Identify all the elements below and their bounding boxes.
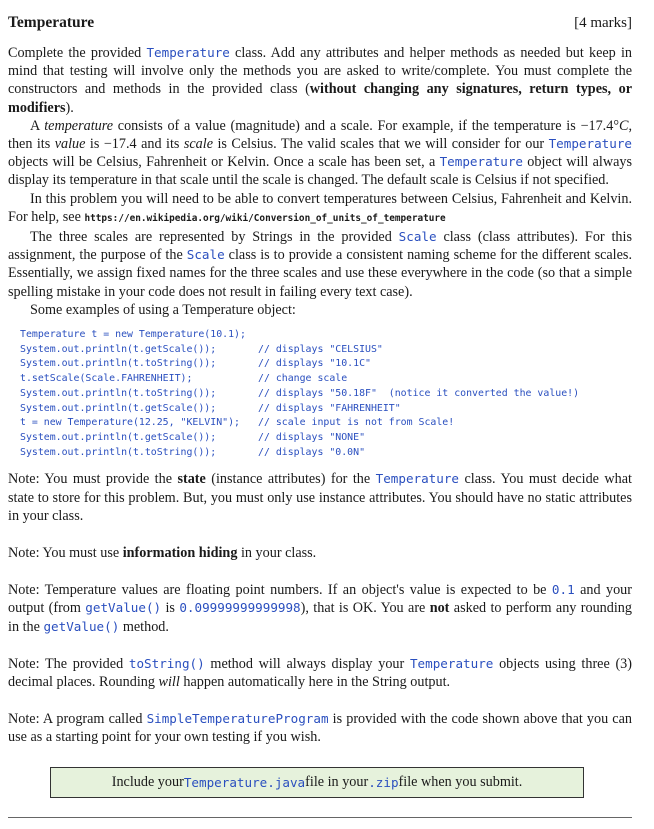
bottom-divider <box>8 817 632 818</box>
note-state: Note: You must provide the state (instance attributes) for the Temperature class. You must decide what state to store for this problem. But, you must only use instance attributes. You should have no static attributes in your class. <box>8 471 632 524</box>
code-line: t = new Temperature(12.25, "KELVIN"); // scale input is not from Scale! <box>20 417 455 429</box>
marks-label: [4 marks] <box>574 15 632 31</box>
code-line: Temperature t = new Temperature(10.1); <box>20 329 246 341</box>
section-title: Temperature <box>8 14 95 31</box>
code-example <box>20 328 632 460</box>
code-line: System.out.println(t.getScale()); // displays "NONE" <box>20 431 366 443</box>
intro-paragraph: Complete the provided Temperature class. Add any attributes and helper methods as needed but keep in mind that testing will involve only the methods you are asked to write/complete. You must complete the constructors and methods in the provided class (without changing any signatures, return types, or modifiers). <box>8 45 632 116</box>
assignment-page <box>8 14 632 798</box>
code-line: t.setScale(Scale.FAHRENHEIT); // change scale <box>20 373 348 385</box>
code-line: System.out.println(t.getScale()); // displays "FAHRENHEIT" <box>20 402 401 414</box>
scale-paragraph: The three scales are represented by Strings in the provided Scale class (class attributes). For this assignment, the purpose of the Scale class is to provide a consistent naming scheme for the different scales. Essentially, we assign fixed names for the three scales and use these everywhere in the code (so that a simple spelling mistake in your code does not result in failing every text case). <box>8 229 632 300</box>
code-line: System.out.println(t.getScale()); // displays "CELSIUS" <box>20 343 383 355</box>
note-floating-point: Note: Temperature values are floating point numbers. If an object's value is expected to be 0.1 and your output (from getValue() is 0.09999999999998), that is OK. You are not asked to perform any rounding in the getValue() method. <box>8 582 632 635</box>
code-line: System.out.println(t.toString()); // displays "10.1C" <box>20 358 371 370</box>
code-line: System.out.println(t.toString()); // displays "50.18F" (notice it converted the value!) <box>20 387 580 399</box>
note-tostring: Note: The provided toString() method will always display your Temperature objects using three (3) decimal places. Rounding will happen automatically here in the String output. <box>8 655 633 690</box>
definition-paragraph: A temperature consists of a value (magnitude) and a scale. For example, if the temperature is −17.4°C, then its value is −17.4 and its scale is Celsius. The valid scales that we will consider for our Temperature objects will be Celsius, Fahrenheit or Kelvin. Once a scale has been set, a Temperature object will always display its temperature in that scale until the scale is changed. The default scale is Celsius if not specified. <box>8 117 633 189</box>
examples-intro: Some examples of using a Temperature object: <box>30 301 296 318</box>
note-simple-program: Note: A program called SimpleTemperatureProgram is provided with the code shown above that you can use as a starting point for your own testing if you wish. <box>8 711 632 746</box>
section-header <box>8 14 632 32</box>
conversion-paragraph: In this problem you will need to be able to convert temperatures between Celsius, Fahrenheit and Kelvin. For help, see https://en.wikipedia.org/wiki/Conversion_of_units_of_temperature <box>8 190 632 225</box>
note-information-hiding: Note: You must use information hiding in your class. <box>8 544 317 561</box>
submission-box: Include your Temperature.java file in your .zip file when you submit. <box>50 767 584 798</box>
code-line: System.out.println(t.toString()); // displays "0.0N" <box>20 446 366 458</box>
wikipedia-link[interactable]: https://en.wikipedia.org/wiki/Conversion_of_units_of_temperature <box>84 212 446 224</box>
